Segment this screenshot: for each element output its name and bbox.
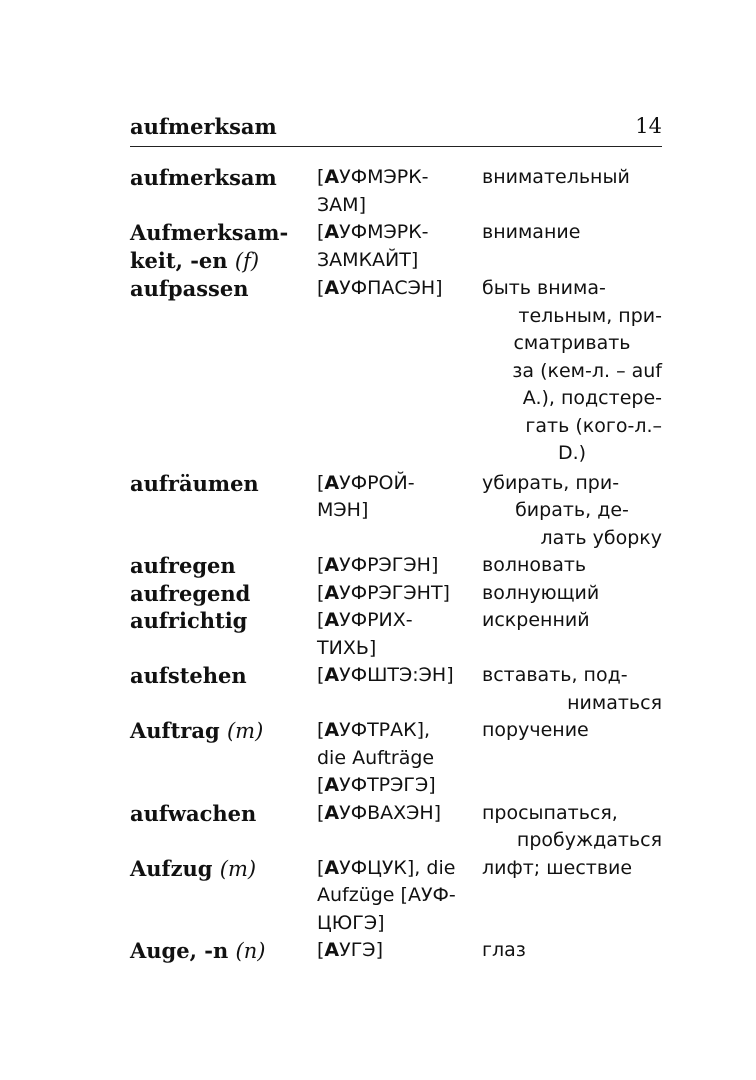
headword-text: aufwachen: [130, 800, 257, 826]
translation-line: бирать, де-: [515, 499, 629, 521]
pronunciation-text: ЦЮГЭ]: [317, 911, 385, 934]
translation-line: сматривать: [513, 332, 631, 354]
headword-line: [130, 717, 317, 746]
translation: [482, 937, 662, 966]
grammar-tag: (n): [235, 939, 266, 963]
pronunciation-line: [АУФРОЙ-: [317, 471, 415, 494]
translation-line: за (кем-л. – auf: [512, 359, 662, 382]
pronunciation-line: [317, 745, 482, 773]
pronunciation-line: [АУФШТЭ:ЭН]: [317, 664, 454, 686]
headword-text: aufmerksam: [130, 165, 277, 190]
dictionary-entry: [130, 607, 662, 662]
headword: [130, 164, 317, 219]
dictionary-entry: [130, 717, 662, 800]
pronunciation: [317, 800, 482, 855]
headword: [130, 855, 317, 938]
pronunciation-line: [317, 882, 482, 910]
headword-text: aufrichtig: [130, 608, 248, 633]
headword: [130, 470, 317, 553]
pronunciation-line: [317, 635, 482, 663]
translation-line: тельным, при-: [518, 304, 662, 327]
translation-line: искренний: [482, 609, 590, 631]
headword-text: aufpassen: [130, 276, 249, 301]
pronunciation: [317, 275, 482, 468]
pronunciation-line: [317, 247, 482, 275]
headword-text: Aufmerksam-: [130, 220, 289, 245]
headword-text: aufstehen: [130, 663, 247, 688]
translation-line: гать (кого-л.–: [525, 414, 662, 437]
dictionary-entry: [130, 855, 662, 938]
dictionary-entry: [130, 219, 662, 275]
pronunciation-text: УГЭ]: [339, 939, 383, 961]
stressed-letter: А: [324, 277, 340, 299]
translation-line: A.), подстере-: [522, 387, 662, 409]
pronunciation: [317, 662, 482, 717]
grammar-tag: (m): [226, 719, 264, 743]
dictionary-entries: [130, 164, 662, 966]
pronunciation-line: [АУФТРАК],: [317, 719, 431, 741]
dictionary-entry: [130, 164, 662, 219]
headword: [130, 937, 317, 966]
translation: [482, 219, 662, 275]
dictionary-entry: [130, 662, 662, 717]
pronunciation: [317, 855, 482, 938]
headword-text: Auftrag: [130, 718, 220, 743]
pronunciation-line: [317, 497, 482, 525]
stressed-letter: А: [324, 719, 340, 741]
translation-line: вставать, под-: [482, 664, 628, 686]
translation: [482, 552, 662, 580]
stressed-letter: А: [324, 554, 340, 576]
headword: [130, 552, 317, 580]
headword-text: keit, -en: [130, 247, 228, 273]
pronunciation-line: [АУФПАСЭН]: [317, 277, 443, 299]
headword: [130, 662, 317, 717]
pronunciation: [317, 470, 482, 553]
headword: [130, 580, 317, 608]
stressed-letter: А: [324, 801, 340, 824]
headword-line: [130, 937, 317, 966]
pronunciation-text: УФШТЭ:ЭН]: [339, 664, 454, 686]
stressed-letter: А: [324, 581, 340, 604]
translation: [482, 855, 662, 938]
translation: [482, 275, 662, 468]
pronunciation-line: [317, 192, 482, 220]
headword: [130, 800, 317, 855]
headword: [130, 717, 317, 800]
pronunciation-text: УФМЭРК-: [339, 221, 429, 243]
pronunciation-line: [АУФРИХ-: [317, 609, 413, 631]
pronunciation-line: [АУФТРЭГЭ]: [317, 774, 436, 796]
pronunciation: [317, 219, 482, 275]
translation-line: внимание: [482, 221, 581, 243]
grammar-tag: (f): [234, 248, 260, 273]
pronunciation-text: УФТРЭГЭ]: [339, 774, 436, 796]
pronunciation-text: УФРИХ-: [339, 609, 413, 631]
pronunciation-text: УФПАСЭН]: [339, 277, 443, 299]
pronunciation-text: die Aufträge: [317, 746, 435, 769]
pronunciation-line: [АУФЦУК], die: [317, 856, 456, 879]
grammar-tag: (m): [219, 856, 257, 881]
stressed-letter: А: [324, 609, 340, 631]
pronunciation-line: [317, 910, 482, 938]
pronunciation-text: УФРЭГЭНТ]: [339, 581, 450, 604]
translation: [482, 662, 662, 717]
stressed-letter: А: [324, 664, 340, 686]
pronunciation: [317, 552, 482, 580]
pronunciation: [317, 607, 482, 662]
translation: [482, 717, 662, 800]
translation-line: волнующий: [482, 581, 600, 604]
stressed-letter: А: [324, 856, 340, 879]
dictionary-entry: [130, 275, 662, 468]
pronunciation: [317, 580, 482, 608]
pronunciation-text: УФРЭГЭН]: [339, 554, 439, 576]
dictionary-entry: [130, 552, 662, 580]
pronunciation: [317, 717, 482, 800]
translation: [482, 470, 662, 553]
pronunciation-text: МЭН]: [317, 499, 369, 521]
headword-line: [130, 662, 317, 690]
stressed-letter: А: [324, 939, 340, 961]
dictionary-entry: [130, 937, 662, 966]
pronunciation-text: ТИХЬ]: [317, 636, 377, 659]
headword-line: [130, 607, 317, 635]
headword-text: aufräumen: [130, 470, 259, 496]
pronunciation-line: [АУФМЭРК-: [317, 221, 429, 243]
pronunciation-line: [АУФРЭГЭНТ]: [317, 581, 450, 604]
headword-line: [130, 552, 317, 580]
headword: [130, 219, 317, 275]
pronunciation-text: УФВАХЭН]: [339, 801, 442, 824]
headword-line: [130, 275, 317, 303]
headword-text: Auge, -n: [130, 938, 229, 963]
stressed-letter: А: [324, 471, 340, 494]
headword-line: [130, 470, 317, 498]
translation-line: внимательный: [482, 166, 630, 188]
stressed-letter: А: [324, 774, 340, 796]
headword: [130, 607, 317, 662]
page-header: [130, 112, 662, 147]
pronunciation-text: ЗАМКАЙТ]: [317, 248, 419, 271]
headword-text: aufregend: [130, 580, 251, 606]
translation-line: пробуждаться: [516, 829, 662, 851]
translation: [482, 164, 662, 219]
pronunciation-text: Aufzüge [АУФ-: [317, 884, 456, 906]
headword-line: [130, 164, 317, 192]
translation: [482, 580, 662, 608]
pronunciation: [317, 937, 482, 966]
translation-line: глаз: [482, 939, 526, 961]
running-head: aufmerksam: [130, 114, 277, 139]
headword-line: [130, 219, 317, 247]
headword-line: [130, 855, 317, 884]
headword: [130, 275, 317, 468]
pronunciation-text: УФРОЙ-: [339, 471, 415, 494]
pronunciation-text: УФЦУК], die: [339, 856, 456, 879]
translation-line: быть внима-: [482, 277, 606, 299]
translation-line: лифт; шествие: [482, 856, 633, 879]
translation-line: поручение: [482, 719, 589, 741]
dictionary-entry: [130, 800, 662, 855]
stressed-letter: А: [324, 166, 340, 188]
translation-line: волновать: [482, 554, 587, 576]
dictionary-entry: [130, 580, 662, 608]
pronunciation-text: УФТРАК],: [339, 719, 431, 741]
headword-line: [130, 247, 317, 276]
translation: [482, 607, 662, 662]
translation: [482, 800, 662, 855]
pronunciation-line: [АУФРЭГЭН]: [317, 554, 439, 576]
pronunciation: [317, 164, 482, 219]
translation-line: просыпаться,: [482, 801, 618, 824]
translation-line: D.): [557, 442, 587, 464]
stressed-letter: А: [324, 221, 340, 243]
pronunciation-line: [АУФВАХЭН]: [317, 801, 442, 824]
headword-line: [130, 800, 317, 828]
page-number: 14: [635, 114, 662, 138]
pronunciation-line: [АУГЭ]: [317, 939, 383, 961]
headword-line: [130, 580, 317, 608]
pronunciation-line: [АУФМЭРК-: [317, 166, 429, 188]
translation-line: ниматься: [567, 691, 662, 714]
translation-line: лать уборку: [540, 526, 662, 549]
pronunciation-text: УФМЭРК-: [339, 166, 429, 188]
headword-text: Aufzug: [130, 855, 213, 881]
dictionary-entry: [130, 470, 662, 553]
pronunciation-text: ЗАМ]: [317, 193, 366, 216]
headword-text: aufregen: [130, 553, 236, 578]
translation-line: убирать, при-: [482, 471, 620, 494]
